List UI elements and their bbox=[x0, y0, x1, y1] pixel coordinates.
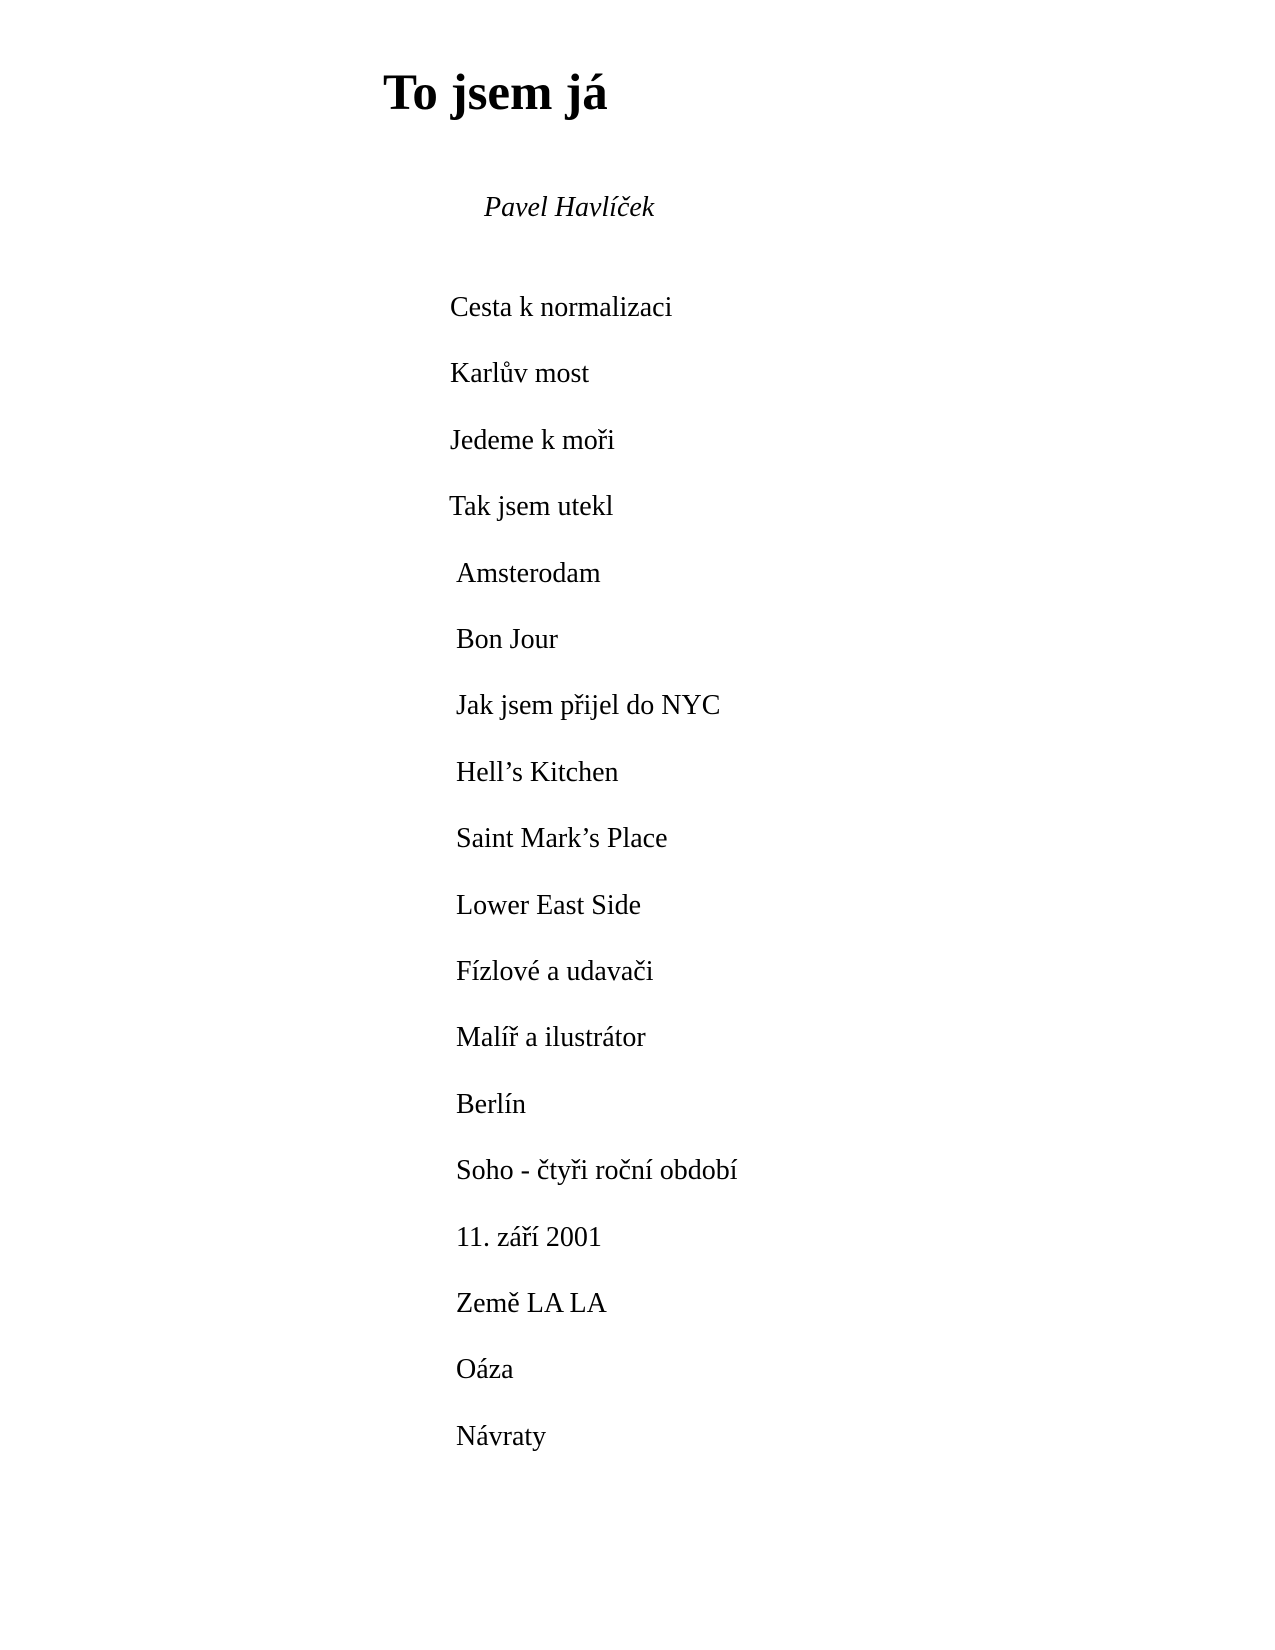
toc-item: Hell’s Kitchen bbox=[456, 757, 619, 788]
toc-item: Bon Jour bbox=[456, 624, 558, 655]
toc-item: Cesta k normalizaci bbox=[450, 292, 673, 323]
toc-item: Oáza bbox=[456, 1354, 514, 1385]
toc-item: Berlín bbox=[456, 1089, 526, 1120]
page-title: To jsem já bbox=[383, 65, 608, 121]
author-name: Pavel Havlíček bbox=[484, 192, 655, 223]
toc-item: Amsterodam bbox=[456, 558, 601, 589]
toc-item: Karlův most bbox=[450, 358, 590, 389]
toc-item: Jak jsem přijel do NYC bbox=[456, 690, 721, 721]
toc-item: Návraty bbox=[456, 1421, 547, 1452]
toc-item: Saint Mark’s Place bbox=[456, 823, 668, 854]
toc-item: Země LA LA bbox=[456, 1288, 607, 1319]
toc-item: Malíř a ilustrátor bbox=[456, 1022, 646, 1053]
toc-item: 11. září 2001 bbox=[456, 1222, 602, 1253]
toc-item: Jedeme k moři bbox=[450, 425, 615, 456]
toc-item: Lower East Side bbox=[456, 890, 642, 921]
toc-item: Soho - čtyři roční období bbox=[456, 1155, 738, 1186]
toc-item: Fízlové a udavači bbox=[456, 956, 654, 987]
toc-item: Tak jsem utekl bbox=[449, 491, 614, 522]
